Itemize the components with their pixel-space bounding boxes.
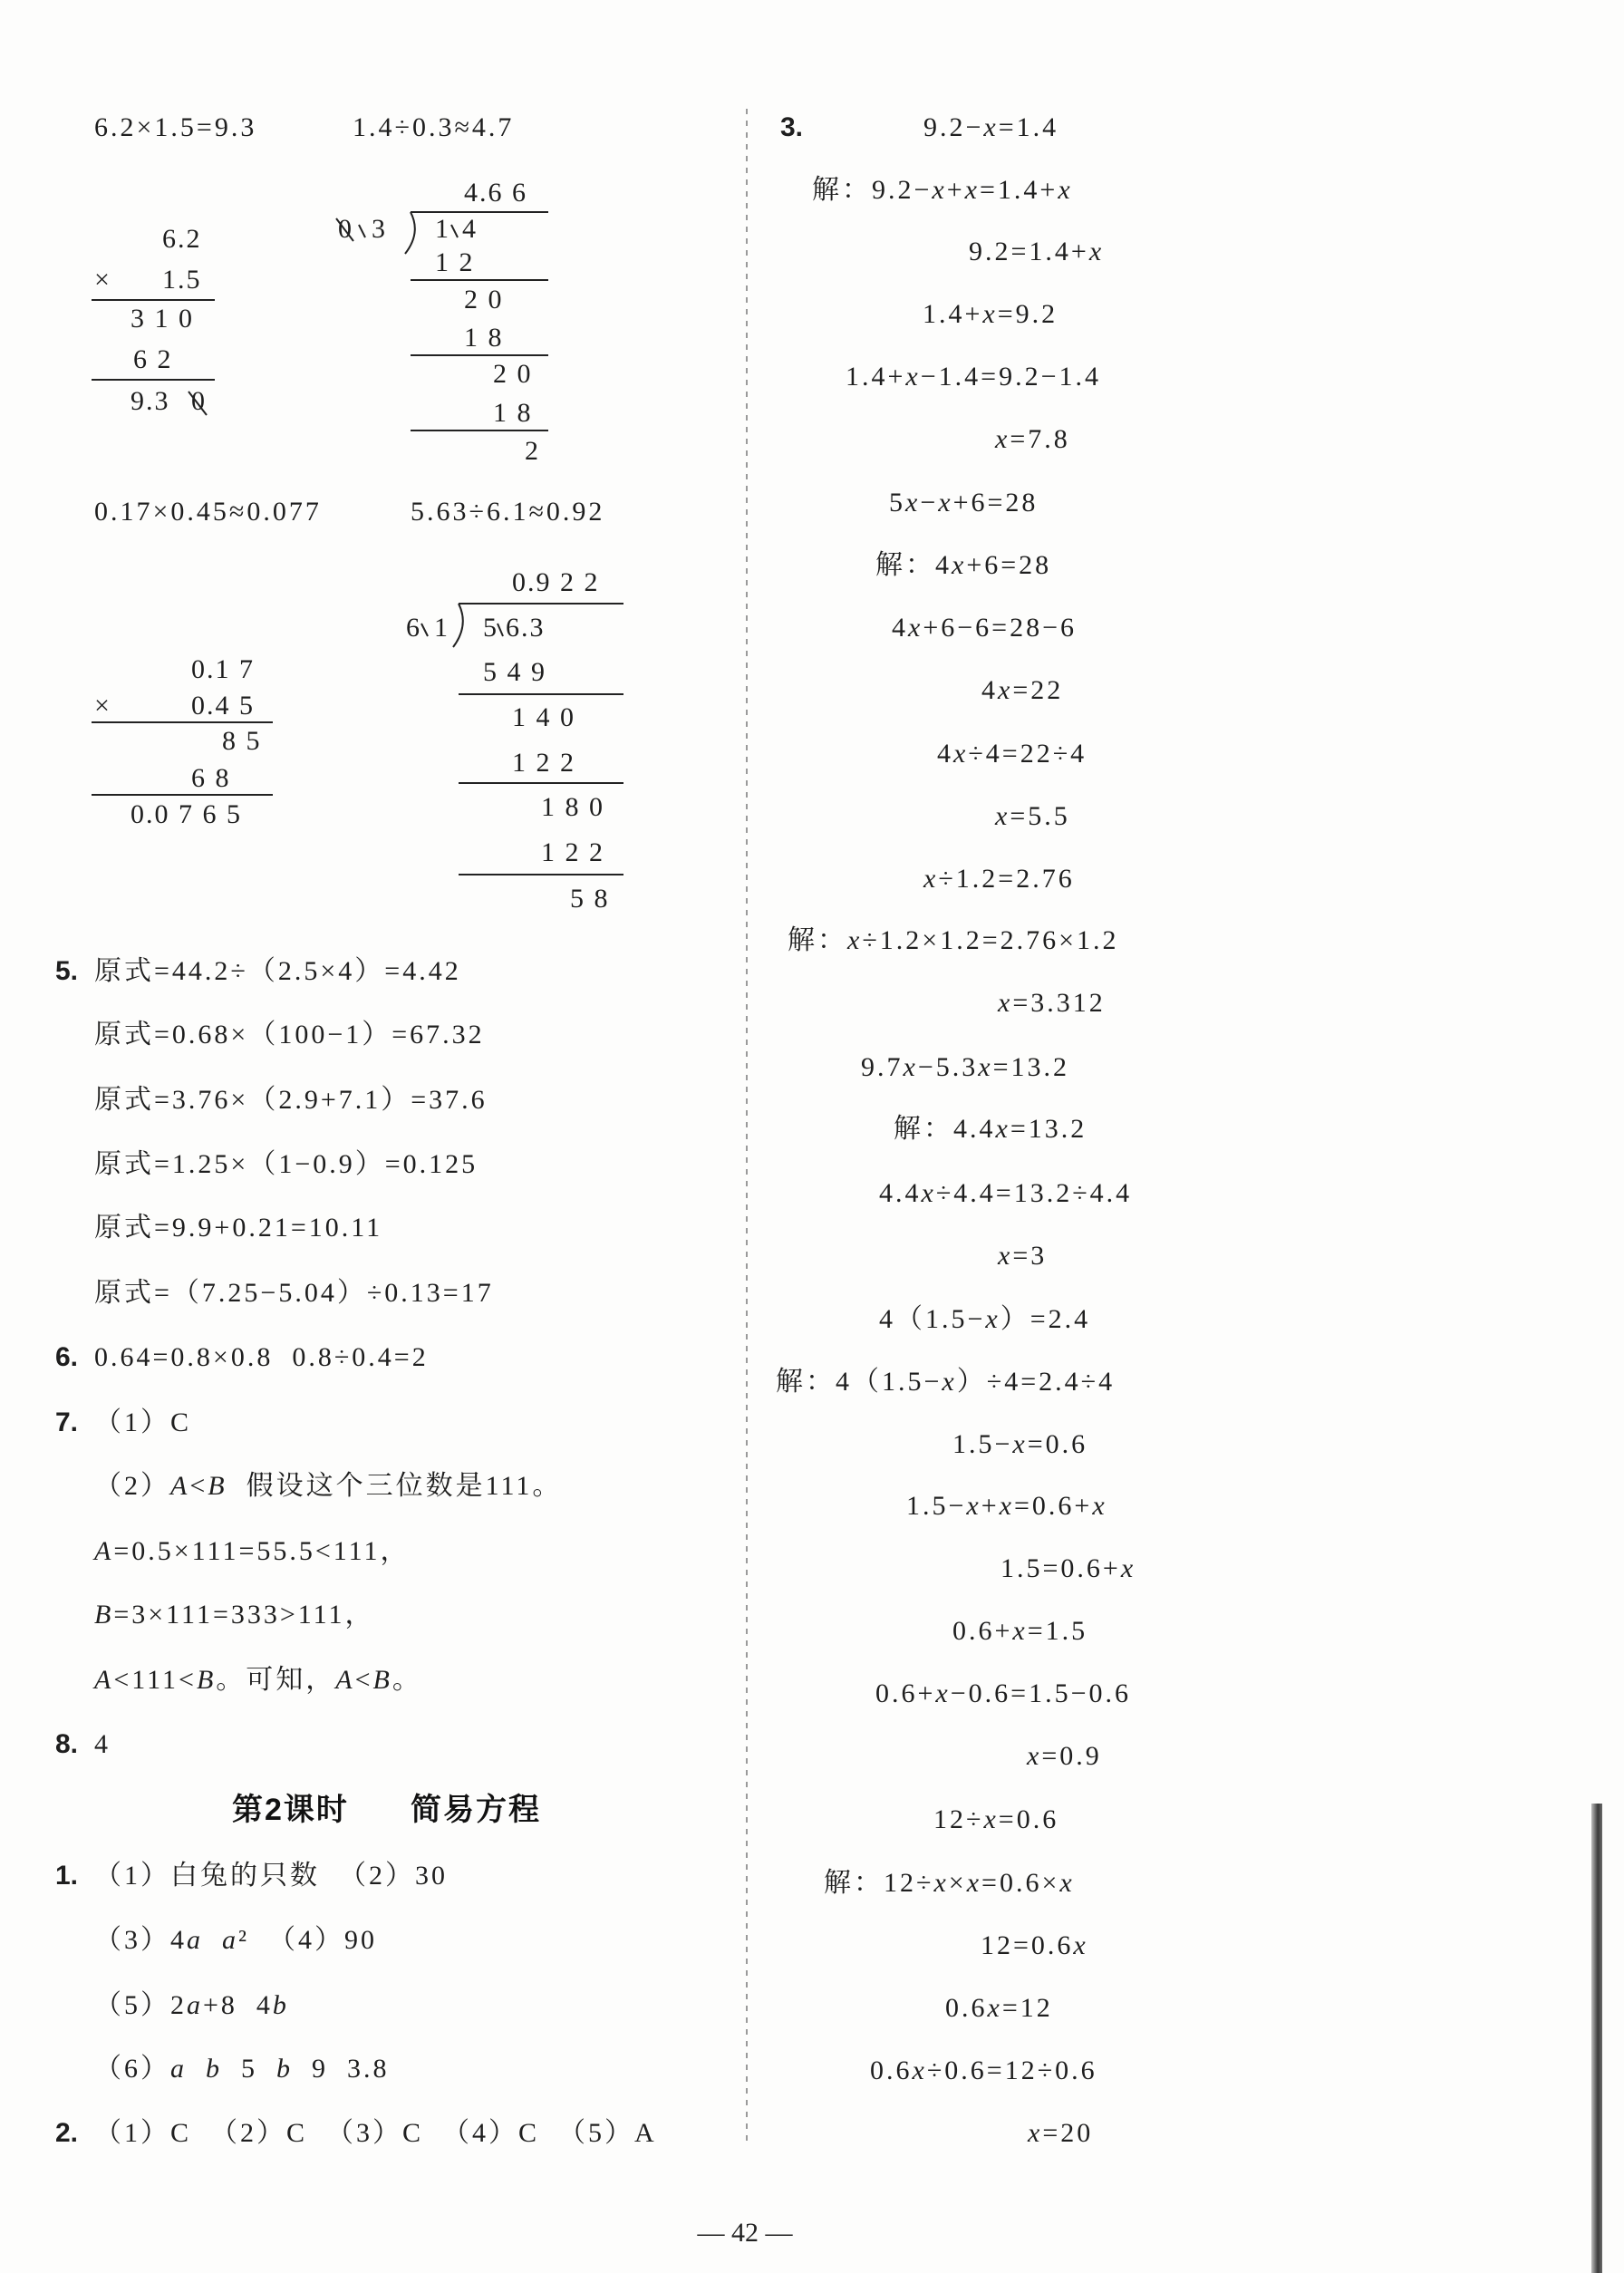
div2-step: 1 4 0 (512, 702, 575, 732)
div1-divisor-digit: 0 (338, 214, 353, 244)
mult2-product: 0.0 7 6 5 (130, 799, 242, 829)
div1-decimal-tick (451, 225, 458, 237)
mult2-multiplicand: 0.1 7 (191, 654, 255, 684)
equation-step: 9.2−x=1.4 (923, 112, 1059, 142)
mult2-sign: × (94, 691, 111, 721)
mult1-product: 9.3 (130, 386, 170, 416)
s2-q1-line: （3）4a a² （4）90 (94, 1925, 377, 1955)
div1-step: 1 8 (464, 323, 504, 353)
mult1-partial-2: 6 2 (133, 344, 173, 374)
equation-step: 1.5=0.6+x (1000, 1553, 1136, 1583)
question-number-2: 2. (55, 2118, 79, 2148)
equation-step: 0.6+x−0.6=1.5−0.6 (875, 1678, 1132, 1708)
div1-quotient: 4.6 6 (464, 178, 527, 208)
equation-step: 4x÷4=22÷4 (937, 739, 1088, 769)
div2-quotient: 0.9 2 2 (512, 567, 600, 597)
div2-bracket (453, 604, 463, 647)
equation-step: 0.6x=12 (945, 1993, 1053, 2023)
calc-row2-multiplication: 0.17×0.45≈0.077 (94, 497, 322, 527)
mult1-product-struck-digit: 0 (191, 386, 207, 416)
equation-step: 5x−x+6=28 (889, 488, 1039, 517)
equation-step: 12÷x=0.6 (933, 1804, 1059, 1834)
calc-row2-division: 5.63÷6.1≈0.92 (411, 497, 605, 527)
div1-step: 1 8 (493, 398, 533, 428)
mult2-multiplier: 0.4 5 (191, 691, 255, 721)
div1-remainder: 2 (525, 436, 540, 466)
div2-step: 5 4 9 (483, 657, 546, 687)
mult2-partial-1: 8 5 (222, 726, 262, 756)
equation-step: 1.5−x=0.6 (952, 1429, 1088, 1459)
div1-dividend-digit: 1 (435, 214, 450, 244)
equation-step: 解：12÷x×x=0.6×x (824, 1868, 1075, 1898)
div2-divisor-digit: 1 (434, 613, 450, 643)
equation-step: 1.4+x=9.2 (923, 299, 1058, 329)
equation-step: 4.4x÷4.4=13.2÷4.4 (879, 1178, 1133, 1208)
equation-step: 0.6x÷0.6=12÷0.6 (870, 2055, 1097, 2085)
question-number-6: 6. (55, 1342, 79, 1372)
q8-text: 4 (94, 1729, 111, 1759)
equation-step: 解：9.2−x+x=1.4+x (812, 175, 1073, 205)
s2-q1-line: （5）2a+8 4b (94, 1990, 289, 2020)
div2-decimal-tick (421, 624, 428, 636)
equation-step: 12=0.6x (981, 1930, 1088, 1960)
div2-remainder: 5 8 (570, 884, 610, 914)
equation-step: 9.2=1.4+x (969, 237, 1105, 266)
div1-dividend-digit: 4 (462, 214, 478, 244)
s2-q1-line: （6）a b 5 b 9 3.8 (94, 2054, 390, 2084)
q7-line: A=0.5×111=55.5<111， (94, 1536, 411, 1566)
mult1-partial-1: 3 1 0 (130, 304, 194, 334)
div1-decimal-tick (359, 225, 365, 237)
equation-step: x=0.9 (1027, 1741, 1102, 1771)
equation-step: 解：4.4x=13.2 (894, 1114, 1088, 1144)
s2-q1-line: （1）白兔的只数 （2）30 (94, 1861, 448, 1891)
q5-line: 原式=1.25×（1−0.9）=0.125 (94, 1149, 478, 1179)
mult2-partial-2: 6 8 (191, 763, 231, 793)
div2-dividend-digit: 6.3 (506, 613, 546, 643)
div2-step: 1 8 0 (541, 792, 604, 822)
equation-step: x=20 (1028, 2118, 1094, 2148)
q5-line: 原式=9.9+0.21=10.11 (94, 1213, 383, 1243)
calc-row1-multiplication: 6.2×1.5=9.3 (94, 112, 257, 142)
mult1-multiplicand: 6.2 (162, 224, 202, 254)
q5-line: 原式=3.76×（2.9+7.1）=37.6 (94, 1085, 488, 1115)
equation-step: x=5.5 (995, 801, 1070, 831)
mult1-multiplier: 1.5 (162, 265, 202, 295)
div1-step: 2 0 (493, 359, 533, 389)
q5-line: 原式=（7.25−5.04）÷0.13=17 (94, 1278, 494, 1308)
equation-step: 9.7x−5.3x=13.2 (861, 1052, 1069, 1082)
section-heading-title: 简易方程 (411, 1793, 541, 1827)
div1-divisor-digit: 3 (372, 214, 387, 244)
question-number-3: 3. (780, 112, 804, 142)
div1-bracket (405, 212, 415, 254)
section-heading-lesson: 第2课时 (232, 1793, 349, 1827)
question-number-1: 1. (55, 1861, 79, 1891)
s2-q2-text: （1）C （2）C （3）C （4）C （5）A (94, 2118, 657, 2148)
question-number-7: 7. (55, 1407, 79, 1437)
question-number-5: 5. (55, 956, 79, 986)
equation-step: 解：4（1.5−x）÷4=2.4÷4 (776, 1367, 1116, 1397)
equation-step: x=3.312 (998, 988, 1106, 1018)
scan-edge-shadow (1591, 1804, 1602, 2273)
calc-row1-division: 1.4÷0.3≈4.7 (353, 112, 515, 142)
equation-step: 解：x÷1.2×1.2=2.76×1.2 (788, 925, 1119, 955)
div2-step: 1 2 2 (512, 748, 575, 778)
equation-step: 0.6+x=1.5 (952, 1616, 1088, 1646)
equation-step: x=7.8 (995, 424, 1070, 454)
equation-step: 4x=22 (981, 675, 1064, 705)
equation-step: 4x+6−6=28−6 (892, 613, 1078, 643)
q7-line: B=3×111=333>111， (94, 1600, 375, 1630)
equation-step: 解：4x+6=28 (875, 550, 1052, 580)
div1-step: 2 0 (464, 285, 504, 314)
q7-line: （2）A<B 假设这个三位数是111。 (94, 1471, 563, 1501)
div2-divisor-digit: 6 (406, 613, 421, 643)
equation-step: 1.5−x+x=0.6+x (906, 1491, 1107, 1521)
equation-step: 1.4+x−1.4=9.2−1.4 (846, 362, 1102, 392)
q7-line: A<111<B。可知，A<B。 (94, 1665, 422, 1695)
equation-step: x=3 (998, 1241, 1048, 1271)
mult1-sign: × (94, 265, 111, 295)
div2-step: 1 2 2 (541, 837, 604, 867)
page-number: — 42 — (697, 2218, 793, 2248)
equation-step: x÷1.2=2.76 (923, 864, 1075, 894)
q5-line: 原式=0.68×（100−1）=67.32 (94, 1020, 485, 1049)
equation-step: 4（1.5−x）=2.4 (879, 1304, 1091, 1334)
div2-dividend-digit: 5 (483, 613, 498, 643)
q6-text: 0.64=0.8×0.8 0.8÷0.4=2 (94, 1342, 429, 1372)
q5-line: 原式=44.2÷（2.5×4）=4.42 (94, 956, 461, 986)
div1-step: 1 2 (435, 247, 475, 277)
question-number-8: 8. (55, 1729, 79, 1759)
q7-line: （1）C (94, 1407, 192, 1437)
